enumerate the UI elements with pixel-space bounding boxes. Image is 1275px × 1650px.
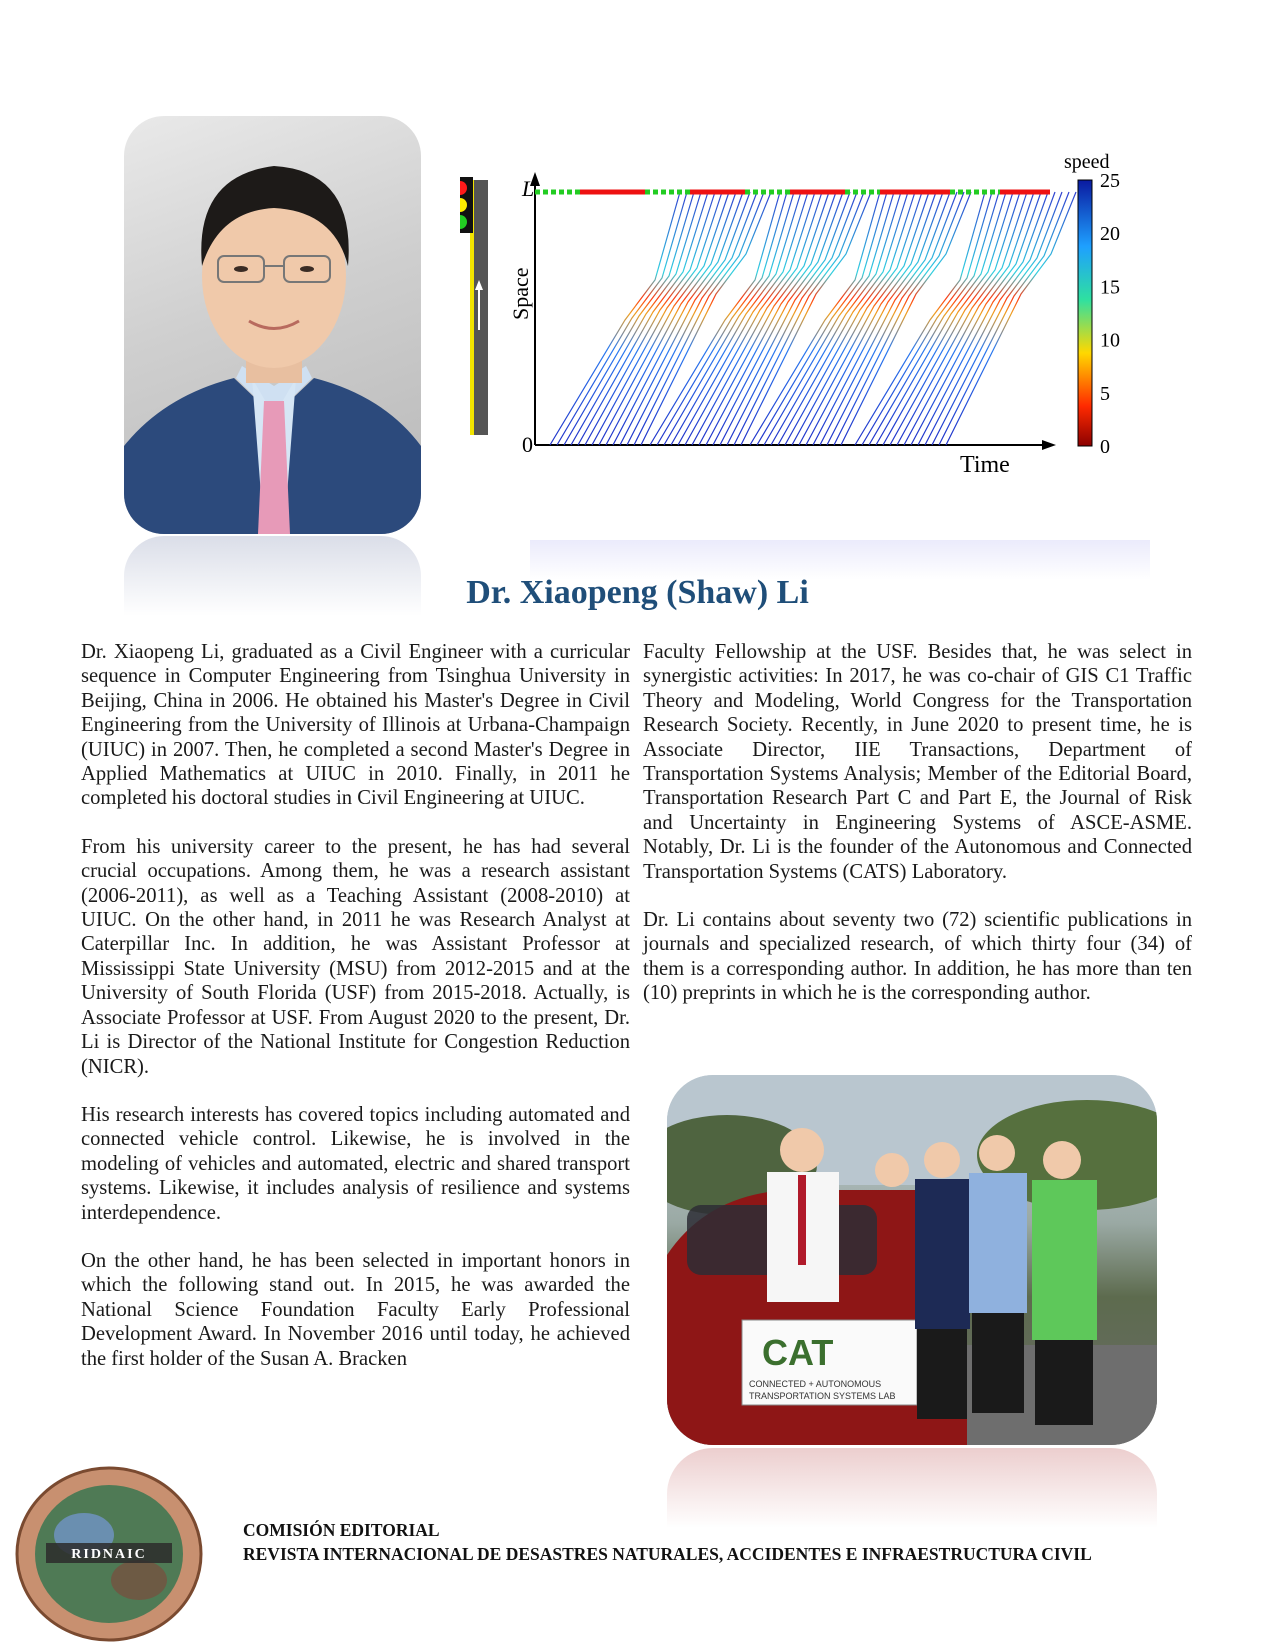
colorbar-tick-label: 5 [1100, 382, 1110, 405]
bio-paragraph: Dr. Li contains about seventy two (72) scientific publications in journals and specialized research, of which thirty four (34) of them is a corresponding author. In addition, he has more than ten (10) preprints in which he is the corresponding author. [643, 909, 1192, 1005]
trajectory-line [713, 192, 843, 445]
cats-sign-line2: TRANSPORTATION SYSTEMS LAB [749, 1391, 896, 1401]
y-axis-label: Space [508, 267, 533, 320]
trajectory-line [932, 192, 1062, 445]
bio-paragraph: On the other hand, he has been selected in important honors in which the following stand out. In 2015, he was awarded the National Science Foundation Faculty Early Professional Development Award. In November 2016 until today, he achieved the first holder of the Susan A. Bracken [81, 1249, 630, 1370]
footer [243, 1518, 1092, 1566]
trajectory-line [869, 192, 999, 445]
bio-paragraph: His research interests has covered topics including automated and connected vehicle control. Likewise, he is involved in the modeling of vehicles and automated, electric and shared transport systems. Likewise, it includes analysis of resilience and systems interdependence. [81, 1103, 630, 1224]
trajectory-line [571, 192, 701, 445]
x-axis-label: Time [960, 452, 1010, 478]
trajectory-line [925, 192, 1055, 445]
trajectory-line [720, 192, 850, 445]
colorbar-label: speed [1064, 151, 1110, 173]
space-time-figure [460, 150, 1180, 510]
team-photo [667, 1075, 1157, 1445]
colorbar-tick-label: 25 [1100, 170, 1120, 192]
page-title: Dr. Xiaopeng (Shaw) Li [466, 574, 809, 611]
bio-paragraph: From his university career to the present, he has had several crucial occupations. Among them, he was a research assistant (2006-2011), as well as a Teaching Assistant (2008-2010) at UIUC. On the other hand, in 2011 he was Research Analyst at Caterpillar Inc. In addition, he was Assistant Professor at Mississippi State University (MSU) from 2012-2015 and at the University of South Florida (USF) from 2015-2018. Actually, is Associate Professor at USF. From August 2020 to the present, Dr. Li is Director of the National Institute for Congestion Reduction (NICR). [81, 835, 630, 1078]
speed-colorbar [1078, 180, 1092, 446]
journal-logo [14, 1465, 204, 1643]
portrait-photo [124, 116, 421, 534]
footer-line1: COMISIÓN EDITORIAL [243, 1520, 440, 1540]
cats-sign-line1: CONNECTED + AUTONOMOUS [749, 1379, 882, 1389]
trajectory-line [918, 192, 1048, 445]
y-axis-top-label: L [522, 176, 535, 201]
trajectory-line [613, 192, 743, 445]
colorbar-tick-label: 15 [1100, 276, 1120, 299]
trajectory-line [939, 192, 1069, 445]
colorbar-tick-label: 20 [1100, 223, 1120, 246]
y-axis-zero-label: 0 [522, 432, 533, 457]
trajectory-line [620, 192, 750, 445]
vehicle-trajectories [550, 192, 1076, 445]
svg-text:RIDNAIC: RIDNAIC [71, 1547, 147, 1562]
bio-left-column [81, 640, 630, 1395]
colorbar-tick-label: 10 [1100, 329, 1120, 352]
cats-sign-logo: CAT [762, 1332, 834, 1373]
footer-line2: REVISTA INTERNACIONAL DE DESASTRES NATURALES, ACCIDENTES E INFRAESTRUCTURA CIVIL [243, 1544, 1092, 1564]
bio-paragraph: Faculty Fellowship at the USF. Besides that, he was select in synergistic activities: In 2017, he was co-chair of GIS C1 Traffic Theory and Modeling, World Congress for the Transportation Research Society. Recently, in June 2020 to present time, he is Associate Director, IIE Transactions, Department of Transportation Systems Analysis; Member of the Editorial Board, Transportation Research Part C and Part E, the Journal of Risk and Uncertainty in Engineering Systems of ASCE-ASME. Notably, Dr. Li is the founder of the Autonomous and Connected Transportation Systems (CATS) Laboratory. [643, 641, 1192, 883]
trajectory-line [946, 192, 1076, 445]
traffic-light-icon [460, 177, 473, 233]
colorbar-ticks [1100, 170, 1120, 458]
colorbar-tick-label: 0 [1100, 436, 1110, 458]
bio-right-column [643, 640, 1192, 1030]
trajectory-line [564, 192, 694, 445]
bio-paragraph: Dr. Xiaopeng Li, graduated as a Civil Engineer with a curricular sequence in Computer Engineering from Tsinghua University in Beijing, China in 2006. He obtained his Master's Degree in Civil Engineering from the University of Illinois at Urbana-Champaign (UIUC) in 2007. Then, he completed a second Master's Degree in Applied Mathematics at UIUC in 2010. Finally, in 2011 he completed his doctoral studies in Civil Engineering at UIUC. [81, 641, 630, 810]
trajectory-line [876, 192, 1006, 445]
team-photo-reflection [667, 1448, 1157, 1528]
